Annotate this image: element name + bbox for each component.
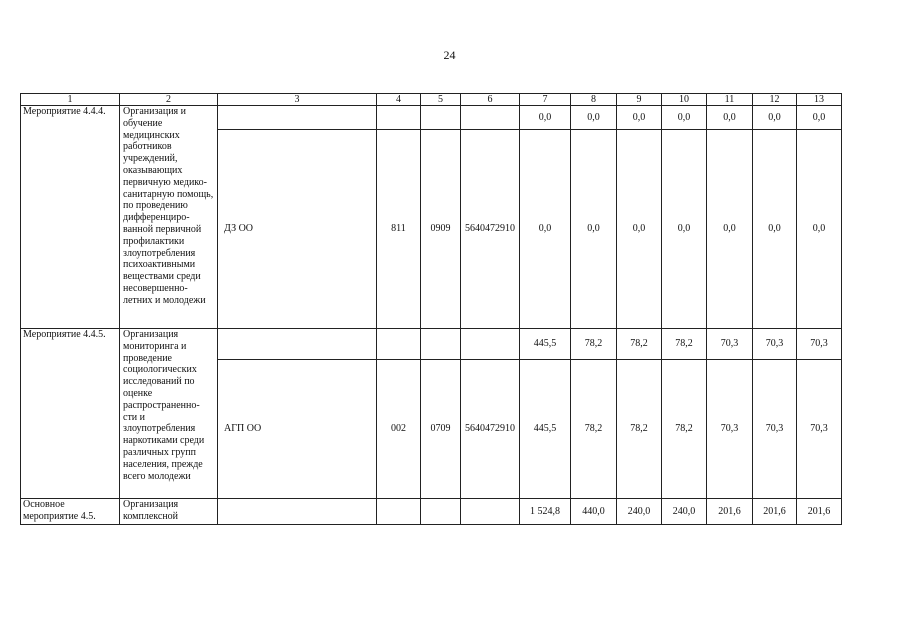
value-cell: 0,0: [707, 106, 753, 130]
value-cell: 78,2: [571, 329, 617, 360]
value-cell: 0,0: [797, 130, 842, 329]
value-cell: 78,2: [617, 360, 662, 499]
table-row: [21, 499, 842, 525]
value-cell: 0,0: [617, 106, 662, 130]
table-row: [21, 329, 842, 360]
value-cell: 78,2: [662, 329, 707, 360]
value-cell: 0,0: [797, 106, 842, 130]
activity-id: Мероприятие 4.4.5.: [21, 329, 120, 499]
value-cell: 0,0: [520, 106, 571, 130]
executor-cell: [218, 106, 377, 130]
value-cell: 70,3: [797, 329, 842, 360]
table-row: [21, 106, 842, 130]
section-cell: [421, 499, 461, 525]
value-cell: 70,3: [797, 360, 842, 499]
target-article-cell: 5640472910: [461, 130, 520, 329]
value-cell: 445,5: [520, 329, 571, 360]
column-header: 11: [707, 94, 753, 106]
value-cell: 201,6: [753, 499, 797, 525]
column-header: 3: [218, 94, 377, 106]
value-cell: 0,0: [571, 106, 617, 130]
value-cell: 0,0: [520, 130, 571, 329]
column-header: 10: [662, 94, 707, 106]
section-cell: 0909: [421, 130, 461, 329]
value-cell: 0,0: [662, 130, 707, 329]
column-header: 8: [571, 94, 617, 106]
section-cell: [421, 329, 461, 360]
value-cell: 1 524,8: [520, 499, 571, 525]
value-cell: 240,0: [662, 499, 707, 525]
column-header: 1: [21, 94, 120, 106]
grbs-cell: 002: [377, 360, 421, 499]
section-cell: [421, 106, 461, 130]
value-cell: 0,0: [571, 130, 617, 329]
value-cell: 440,0: [571, 499, 617, 525]
column-header: 9: [617, 94, 662, 106]
column-header-row: [21, 94, 842, 106]
value-cell: 0,0: [617, 130, 662, 329]
column-header: 4: [377, 94, 421, 106]
value-cell: 78,2: [662, 360, 707, 499]
value-cell: 240,0: [617, 499, 662, 525]
value-cell: 70,3: [707, 329, 753, 360]
value-cell: 201,6: [797, 499, 842, 525]
executor-cell: [218, 329, 377, 360]
value-cell: 78,2: [617, 329, 662, 360]
activity-description: Организация комплексной: [120, 499, 218, 525]
grbs-cell: [377, 329, 421, 360]
grbs-cell: 811: [377, 130, 421, 329]
value-cell: 201,6: [707, 499, 753, 525]
target-article-cell: [461, 499, 520, 525]
grbs-cell: [377, 499, 421, 525]
value-cell: 0,0: [753, 106, 797, 130]
grbs-cell: [377, 106, 421, 130]
target-article-cell: [461, 106, 520, 130]
section-cell: 0709: [421, 360, 461, 499]
budget-table: [20, 93, 842, 525]
activity-id: Основное мероприятие 4.5.: [21, 499, 120, 525]
column-header: 6: [461, 94, 520, 106]
column-header: 5: [421, 94, 461, 106]
value-cell: 70,3: [753, 329, 797, 360]
value-cell: 70,3: [753, 360, 797, 499]
column-header: 13: [797, 94, 842, 106]
activity-description: Организация мониторинга и проведение социологических исследований по оценке распространенно- сти и злоупотребления наркотиками среди различных групп населения, прежде всего молодежи: [120, 329, 218, 499]
value-cell: 0,0: [662, 106, 707, 130]
value-cell: 70,3: [707, 360, 753, 499]
target-article-cell: 5640472910: [461, 360, 520, 499]
value-cell: 445,5: [520, 360, 571, 499]
column-header: 12: [753, 94, 797, 106]
column-header: 2: [120, 94, 218, 106]
page-number: 24: [443, 48, 456, 62]
value-cell: 0,0: [707, 130, 753, 329]
column-header: 7: [520, 94, 571, 106]
executor-cell: [218, 499, 377, 525]
activity-id: Мероприятие 4.4.4.: [21, 106, 120, 329]
value-cell: 78,2: [571, 360, 617, 499]
value-cell: 0,0: [753, 130, 797, 329]
activity-description: Организация и обучение медицинских работников учреждений, оказывающих первичную медико-санитарную помощь, по проведению дифференциро- ванной первичной профилактики злоупотребления психоактивными веществами среди несовершенно- летних и молодежи: [120, 106, 218, 329]
executor-cell: АГП ОО: [218, 360, 377, 499]
target-article-cell: [461, 329, 520, 360]
executor-cell: ДЗ ОО: [218, 130, 377, 329]
